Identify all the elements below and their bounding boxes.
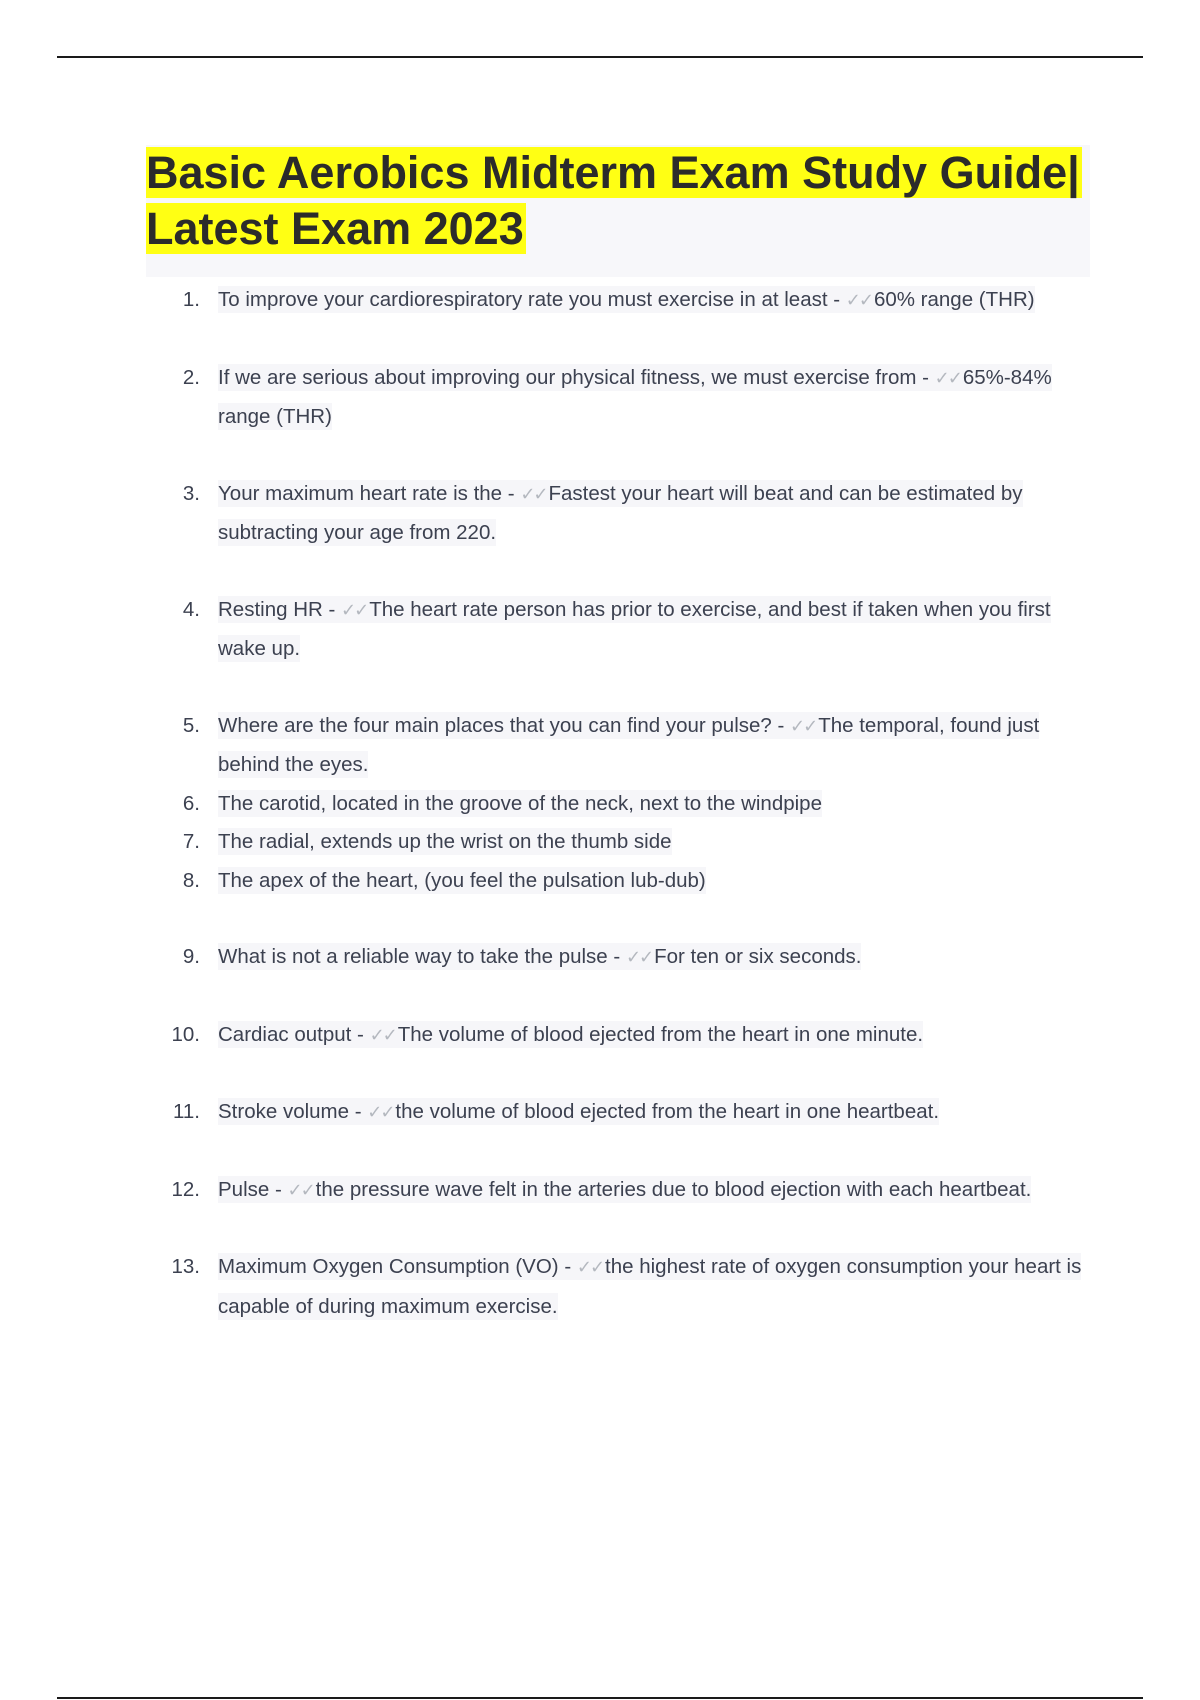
qa-item — [146, 475, 1090, 553]
question-text: The radial, extends up the wrist on the thumb side — [218, 830, 672, 853]
item-number: 10. — [171, 1022, 200, 1046]
double-check-icon: ✓✓ — [287, 1179, 314, 1201]
qa-item — [146, 1171, 1090, 1211]
question-text: What is not a reliable way to take the pulse - — [218, 945, 626, 968]
double-check-icon: ✓✓ — [369, 1024, 396, 1046]
answer-text: The temporal, found just behind the eyes. — [218, 713, 1040, 776]
item-number: 1. — [182, 288, 200, 311]
item-text — [218, 364, 1052, 431]
item-number: 4. — [182, 597, 200, 621]
question-text: To improve your cardiorespiratory rate you must exercise in at least - — [218, 288, 846, 311]
qa-item — [146, 707, 1090, 785]
item-text — [218, 943, 861, 970]
qa-list — [146, 281, 1090, 1326]
item-number: 5. — [182, 713, 200, 737]
answer-text: Fastest your heart will beat and can be estimated by subtracting your age from 220. — [218, 481, 1023, 544]
answer-text: The volume of blood ejected from the heart in one minute. — [397, 1022, 924, 1046]
item-number: 13. — [171, 1255, 200, 1278]
item-number: 9. — [182, 945, 200, 968]
double-check-icon: ✓✓ — [934, 367, 961, 389]
qa-item — [146, 785, 1090, 824]
item-text — [218, 1098, 939, 1125]
item-text — [218, 1021, 923, 1048]
question-text: Pulse - — [218, 1177, 288, 1201]
qa-item — [146, 1016, 1090, 1056]
answer-text: the pressure wave felt in the arteries due to blood ejection with each heartbeat. — [315, 1177, 1032, 1201]
top-rule — [57, 56, 1143, 58]
qa-item — [146, 862, 1090, 901]
answer-text: the volume of blood ejected from the heart in one heartbeat. — [395, 1100, 940, 1123]
question-text: Maximum Oxygen Consumption (VO) - — [218, 1255, 577, 1278]
qa-item — [146, 938, 1090, 978]
qa-item — [146, 281, 1090, 321]
item-number: 8. — [182, 868, 200, 892]
item-number: 2. — [182, 365, 200, 389]
double-check-icon: ✓✓ — [520, 483, 547, 505]
item-number: 12. — [171, 1177, 200, 1201]
answer-text: The heart rate person has prior to exercise, and best if taken when you first wake up. — [218, 597, 1051, 660]
answer-text: 60% range (THR) — [873, 288, 1035, 311]
double-check-icon: ✓✓ — [845, 290, 872, 311]
double-check-icon: ✓✓ — [576, 1257, 604, 1278]
answer-text: For ten or six seconds. — [654, 945, 862, 968]
qa-item — [146, 1248, 1090, 1326]
question-text: The carotid, located in the groove of the neck, next to the windpipe — [218, 791, 822, 815]
item-text — [218, 1176, 1031, 1203]
item-number: 6. — [182, 791, 200, 815]
qa-item — [146, 359, 1090, 437]
double-check-icon: ✓✓ — [625, 947, 653, 968]
question-text: The apex of the heart, (you feel the pulsation lub-dub) — [218, 868, 706, 892]
item-number: 7. — [182, 830, 200, 853]
bottom-rule — [57, 1697, 1143, 1699]
double-check-icon: ✓✓ — [367, 1102, 394, 1123]
qa-item — [146, 591, 1090, 669]
item-text — [218, 867, 706, 894]
question-text: If we are serious about improving our physical fitness, we must exercise from - — [218, 365, 935, 389]
question-text: Resting HR - — [218, 597, 342, 621]
question-text: Stroke volume - — [218, 1100, 368, 1123]
item-number: 11. — [173, 1100, 200, 1123]
item-text — [218, 596, 1051, 663]
document-title — [146, 145, 1090, 257]
item-text — [218, 712, 1039, 779]
question-text: Your maximum heart rate is the - — [218, 481, 521, 505]
answer-text: the highest rate of oxygen consumption your heart is capable of during maximum exercise. — [218, 1255, 1082, 1318]
item-text — [218, 286, 1035, 313]
question-text: Cardiac output - — [218, 1022, 370, 1046]
qa-item — [146, 823, 1090, 862]
title-block — [146, 145, 1090, 277]
double-check-icon: ✓✓ — [790, 715, 817, 737]
double-check-icon: ✓✓ — [341, 599, 368, 621]
document-body — [146, 145, 1090, 1326]
title-highlight: Basic Aerobics Midterm Exam Study Guide| Latest Exam 2023 — [146, 147, 1080, 254]
answer-text: 65%-84% range (THR) — [218, 365, 1052, 428]
qa-item — [146, 1093, 1090, 1133]
item-text — [218, 790, 822, 817]
item-number: 3. — [182, 481, 200, 505]
item-text — [218, 1253, 1081, 1320]
item-text — [218, 480, 1023, 547]
item-text — [218, 828, 672, 855]
question-text: Where are the four main places that you can find your pulse? - — [218, 713, 791, 737]
